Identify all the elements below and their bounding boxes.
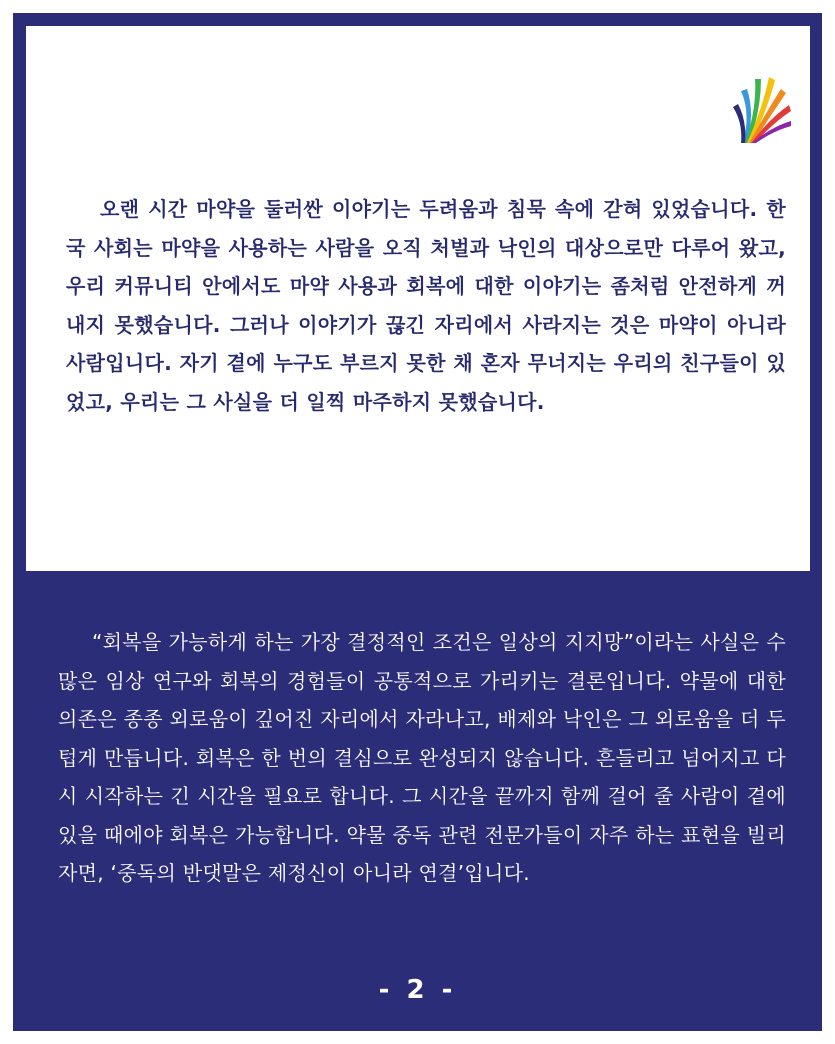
bottom-paragraph	[58, 623, 786, 893]
bottom-paragraph-text: “회복을 가능하게 하는 가장 결정적인 조건은 일상의 지지망”이라는 사실은 수많은 임상 연구와 회복의 경험들이 공통적으로 가리키는 결론입니다. 약물에 대한 의존은 종종 외로움이 깊어진 자리에서 자라나고, 배제와 낙인은 그 외로움을 더 두텁게 만듭니다. 회복은 한 번의 결심으로 완성되지 않습니다. 흔들리고 넘어지고 다시 시작하는 긴 시간을 필요로 합니다. 그 시간을 끝까지 함께 걸어 줄 사람이 곁에 있을 때에야 회복은 가능합니다. 약물 중독 관련 전문가들이 자주 하는 표현을 빌리자면, ‘중독의 반댓말은 제정신이 아니라 연결’입니다.	[58, 630, 786, 885]
top-paragraph	[66, 190, 786, 421]
page-number: - 2 -	[378, 975, 457, 1005]
top-paragraph-text: 오랜 시간 마약을 둘러싼 이야기는 두려움과 침묵 속에 갇혀 있었습니다. 한국 사회는 마약을 사용하는 사람을 오직 처벌과 낙인의 대상으로만 다루어 왔고, 우리 커뮤니티 안에서도 마약 사용과 회복에 대한 이야기는 좀처럼 안전하게 꺼내지 못했습니다. 그러나 이야기가 끊긴 자리에서 사라지는 것은 마약이 아니라 사람입니다. 자기 곁에 누구도 부르지 못한 채 혼자 무너지는 우리의 친구들이 있었고, 우리는 그 사실을 더 일찍 마주하지 못했습니다.	[66, 197, 786, 414]
rainbow-fan-logo-icon	[729, 63, 791, 143]
logo-petal-navy	[733, 104, 745, 143]
top-text-panel	[26, 26, 810, 571]
page-frame	[13, 13, 822, 1031]
